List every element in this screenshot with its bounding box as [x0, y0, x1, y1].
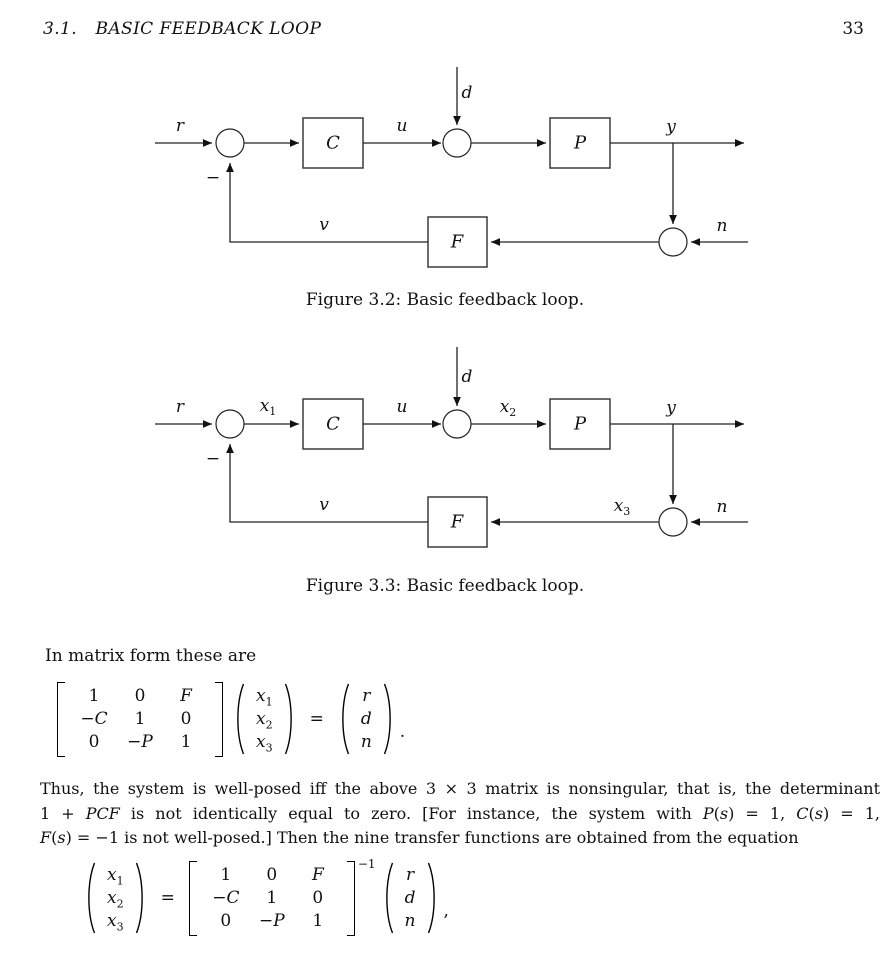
signal-label-v: v — [319, 495, 329, 515]
section-title: BASIC FEEDBACK LOOP — [95, 19, 322, 39]
summing-junction-2 — [443, 129, 471, 157]
paragraph-line-2 — [40, 802, 880, 827]
figure-3-2-lines — [0, 60, 890, 290]
signal-label-y: y — [666, 398, 676, 418]
matrix-cell: F — [180, 685, 192, 706]
controller-block-label: C — [326, 132, 340, 154]
paragraph-line-1: Thus, the system is well-posed iff the above 3 × 3 matrix is nonsingular, that is, the determinant — [40, 779, 880, 798]
matrix-cell: −C — [80, 708, 108, 729]
figure-3-3-lines — [0, 340, 890, 570]
equation-period: . — [399, 722, 406, 742]
right-square-bracket — [347, 861, 355, 936]
coefficient-matrix — [197, 862, 347, 935]
left-parenthesis — [338, 681, 351, 757]
vector-cell: $x_2$ — [107, 887, 124, 910]
matrix-cell: 1 — [88, 685, 100, 706]
figure-3-2-caption: Figure 3.2: Basic feedback loop. — [305, 290, 585, 310]
math-segment: PCF — [85, 803, 120, 823]
state-vector — [97, 864, 134, 933]
matrix-cell: 0 — [134, 685, 146, 706]
right-parenthesis — [426, 860, 439, 936]
coefficient-matrix — [65, 683, 215, 756]
summing-junction-1 — [216, 129, 244, 157]
signal-label-r: r — [175, 116, 185, 136]
signal-label-r: r — [175, 397, 185, 417]
vector-cell: $x_2$ — [256, 708, 273, 731]
input-vector — [351, 685, 382, 754]
matrix-cell: 1 — [134, 708, 146, 729]
equals-sign: = — [160, 888, 175, 908]
right-parenthesis — [283, 681, 296, 757]
vector-cell: $x_1$ — [107, 864, 124, 887]
vector-cell: $x_3$ — [107, 910, 124, 933]
signal-label-n: n — [716, 216, 728, 236]
vector-cell: n — [360, 731, 372, 752]
vector-cell: $x_1$ — [256, 685, 273, 708]
left-parenthesis — [84, 860, 97, 936]
text-segment: is not identically equal to zero. [For instance, the system with — [119, 803, 703, 823]
plant-block-label: P — [573, 413, 587, 435]
right-parenthesis — [382, 681, 395, 757]
signal-label-u: u — [396, 116, 408, 136]
signal-label-u: u — [396, 397, 408, 417]
page-header — [43, 19, 864, 39]
equals-sign: = — [309, 709, 324, 729]
summing-junction-3 — [659, 228, 687, 256]
signal-label-d: d — [461, 83, 473, 103]
matrix-cell: 0 — [180, 708, 192, 729]
vector-cell: r — [405, 864, 415, 885]
matrix-cell: 0 — [312, 887, 324, 908]
minus-sign-label: − — [205, 449, 221, 469]
matrix-cell: −P — [127, 731, 153, 752]
matrix-cell: −C — [212, 887, 240, 908]
figure-3-3-caption: Figure 3.3: Basic feedback loop. — [305, 576, 585, 596]
matrix-cell: 0 — [88, 731, 100, 752]
vector-cell: r — [362, 685, 371, 706]
input-vector — [395, 864, 426, 933]
text-segment: = 1, — [734, 803, 797, 823]
feedback-block-label: F — [450, 231, 464, 253]
section-number: 3.1. — [43, 19, 78, 39]
summing-junction-2 — [443, 410, 471, 438]
matrix-inverse-exponent: −1 — [357, 857, 376, 871]
signal-label-x3: $x_3$ — [613, 495, 631, 519]
matrix-cell: 0 — [220, 910, 232, 931]
matrix-cell: 1 — [220, 864, 232, 885]
figure-3-3-diagram — [0, 340, 890, 600]
feedback-block-label: F — [450, 511, 464, 533]
signal-label-d: d — [461, 367, 473, 387]
matrix-cell: 1 — [180, 731, 192, 752]
math-segment: C(s) — [796, 803, 830, 823]
paragraph-line-3 — [40, 826, 880, 851]
section-heading — [43, 19, 321, 39]
figure-3-2-diagram — [0, 60, 890, 320]
vector-cell: d — [360, 708, 372, 729]
left-square-bracket — [189, 861, 197, 936]
body-paragraph — [40, 777, 880, 851]
summing-junction-1 — [216, 410, 244, 438]
matrix-cell: F — [311, 864, 324, 885]
vector-cell: n — [404, 910, 416, 931]
text-segment: = −1 is not well-posed.] Then the nine transfer functions are obtained from the equation — [71, 828, 799, 847]
vector-cell: $x_3$ — [256, 731, 273, 754]
matrix-cell: 1 — [312, 910, 324, 931]
page-number: 33 — [842, 19, 864, 39]
intro-text: In matrix form these are — [45, 646, 257, 666]
math-segment: P(s) — [702, 803, 735, 823]
signal-label-v: v — [319, 215, 329, 235]
matrix-cell: 0 — [266, 864, 278, 885]
signal-label-n: n — [716, 497, 728, 517]
matrix-equation-1 — [57, 681, 405, 757]
controller-block-label: C — [326, 413, 340, 435]
right-parenthesis — [134, 860, 147, 936]
vector-cell: d — [404, 887, 416, 908]
summing-junction-3 — [659, 508, 687, 536]
signal-label-y: y — [666, 117, 676, 137]
plant-block-label: P — [573, 132, 587, 154]
text-segment: = 1, — [829, 803, 880, 823]
signal-label-x1: $x_1$ — [259, 395, 277, 419]
matrix-equation-2 — [84, 857, 449, 936]
state-vector — [246, 685, 283, 754]
matrix-cell: −P — [258, 910, 285, 931]
text-segment: 1 + — [40, 803, 86, 823]
signal-label-x2: $x_2$ — [499, 396, 517, 420]
equation-comma: , — [443, 901, 449, 921]
left-square-bracket — [57, 682, 65, 757]
minus-sign-label: − — [205, 168, 221, 188]
math-segment: F(s) — [40, 828, 72, 847]
left-parenthesis — [382, 860, 395, 936]
right-square-bracket — [215, 682, 223, 757]
left-parenthesis — [233, 681, 246, 757]
matrix-cell: 1 — [266, 887, 278, 908]
